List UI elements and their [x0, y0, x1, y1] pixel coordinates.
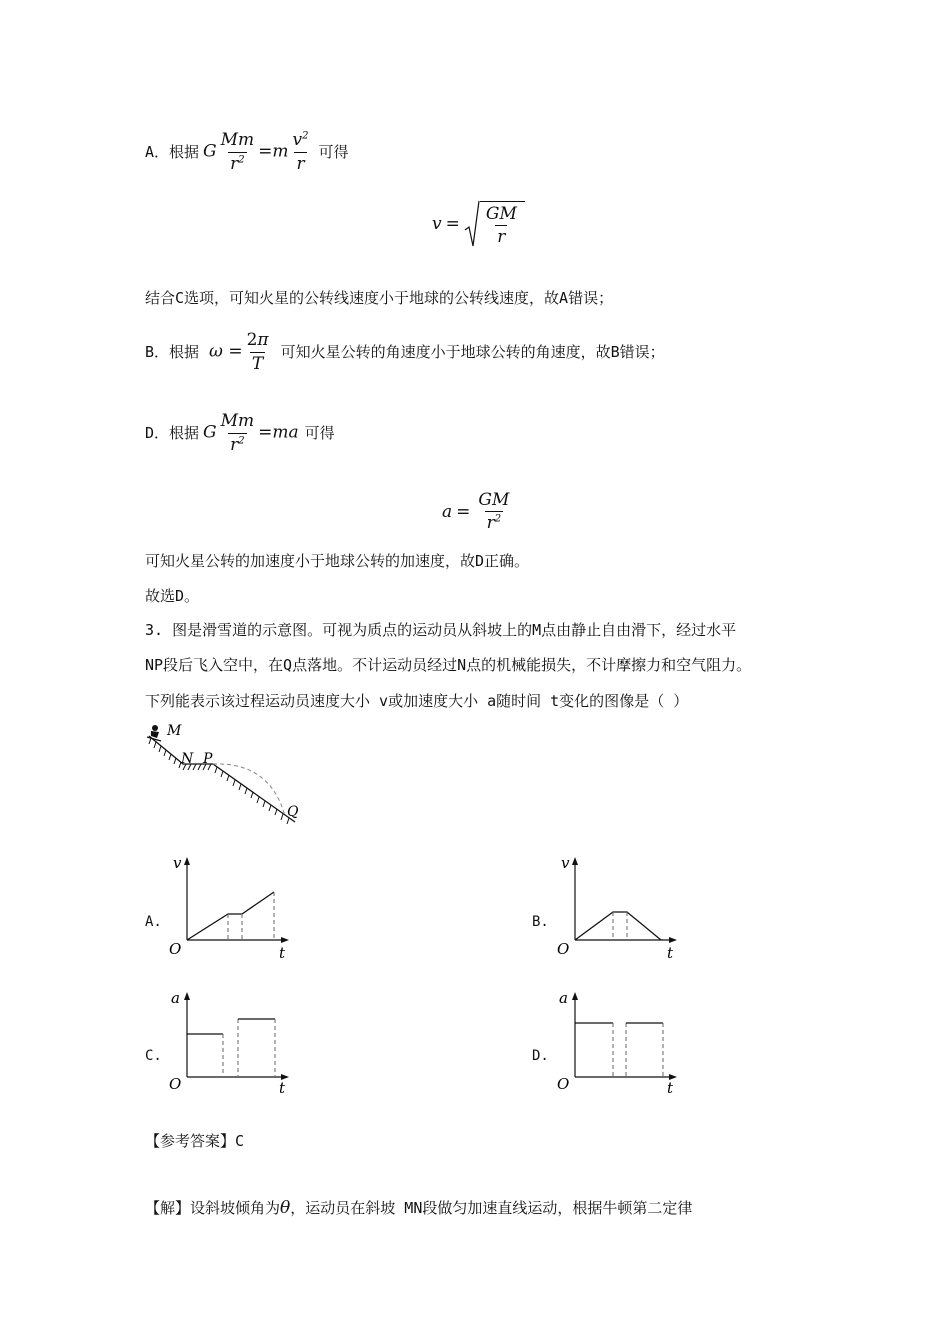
graph-b-curve: [575, 912, 661, 940]
ski-slope-figure: [145, 722, 315, 834]
label-q: Q: [287, 804, 299, 820]
graph-c-y-label: a: [171, 989, 180, 1007]
option-d-line: [145, 403, 335, 463]
option-d-label: D.: [532, 1048, 549, 1064]
option-b-suffix: 可知火星公转的角速度小于地球公转的角速度，故B错误；: [280, 343, 665, 361]
graph-a-x-label: t: [279, 944, 286, 962]
graph-c-origin: O: [169, 1075, 182, 1093]
label-p: P: [203, 751, 213, 767]
option-d-conclusion: 可知火星公转的加速度小于地球公转的加速度，故D正确。: [145, 552, 530, 570]
label-m: M: [167, 723, 182, 739]
acceleration-formula: a = $\frac{GM}{r^2}$: [442, 490, 510, 534]
question-3-line-1: 3. 图是滑雪道的示意图。可视为质点的运动员从斜坡上的M点由静止自由滑下，经过水平: [145, 621, 737, 639]
graph-option-b: [553, 852, 683, 964]
graph-a-y-label: v: [173, 854, 182, 872]
option-a-line: [145, 122, 349, 182]
graph-a-origin: O: [169, 940, 182, 958]
graph-option-c: [165, 985, 295, 1097]
graph-b-origin: O: [557, 940, 570, 958]
option-a-formula: G $\frac{Mm}{r^2}$ =m $\frac{v^2}{r}$: [203, 130, 309, 174]
slope-mn: [149, 736, 295, 822]
option-d-suffix: 可得: [304, 424, 335, 442]
velocity-formula: v = $\frac{GM}{r}$: [432, 200, 525, 248]
reference-answer: 【参考答案】C: [145, 1132, 245, 1150]
option-d-formula: G $\frac{Mm}{r^2}$ =ma: [203, 411, 299, 455]
option-b-label: B.: [532, 914, 549, 930]
option-b-prefix: B．根据: [145, 343, 200, 361]
option-b-formula: ω = $\frac{2\pi}{T}$: [209, 330, 269, 374]
graph-option-d: [553, 985, 683, 1097]
label-n: N: [181, 751, 194, 767]
graph-b-y-label: v: [561, 854, 570, 872]
graph-d-origin: O: [557, 1075, 570, 1093]
option-a-suffix: 可得: [318, 143, 349, 161]
graph-option-a: [165, 852, 295, 964]
graph-d-y-label: a: [559, 989, 568, 1007]
explanation-suffix: ，运动员在斜坡 MN段做匀加速直线运动，根据牛顿第二定律: [290, 1199, 693, 1217]
final-choice: 故选D。: [145, 587, 200, 605]
option-d-prefix: D．根据: [145, 424, 200, 442]
option-b-line: [145, 322, 665, 382]
graph-b-x-label: t: [667, 944, 674, 962]
question-3-line-3: 下列能表示该过程运动员速度大小 v或加速度大小 a随时间 t变化的图像是（ ）: [145, 692, 689, 710]
option-a-conclusion: 结合C选项，可知火星的公转线速度小于地球的公转线速度，故A错误；: [145, 289, 614, 307]
graph-c-x-label: t: [279, 1079, 286, 1097]
explanation-prefix: 【解】设斜坡倾角为: [145, 1199, 281, 1217]
explanation-line: [145, 1198, 692, 1218]
sqrt-sign: [464, 200, 480, 248]
skier-icon: [147, 725, 161, 741]
option-a-label: A.: [145, 914, 162, 930]
theta-symbol: θ: [280, 1198, 291, 1218]
question-3-line-2: NP段后飞入空中，在Q点落地。不计运动员经过N点的机械能损失，不计摩擦力和空气阻力。: [145, 656, 752, 674]
graph-a-curve: [187, 892, 274, 940]
graph-d-x-label: t: [667, 1079, 674, 1097]
option-a-prefix: A．根据: [145, 143, 200, 161]
option-c-label: C.: [145, 1048, 162, 1064]
